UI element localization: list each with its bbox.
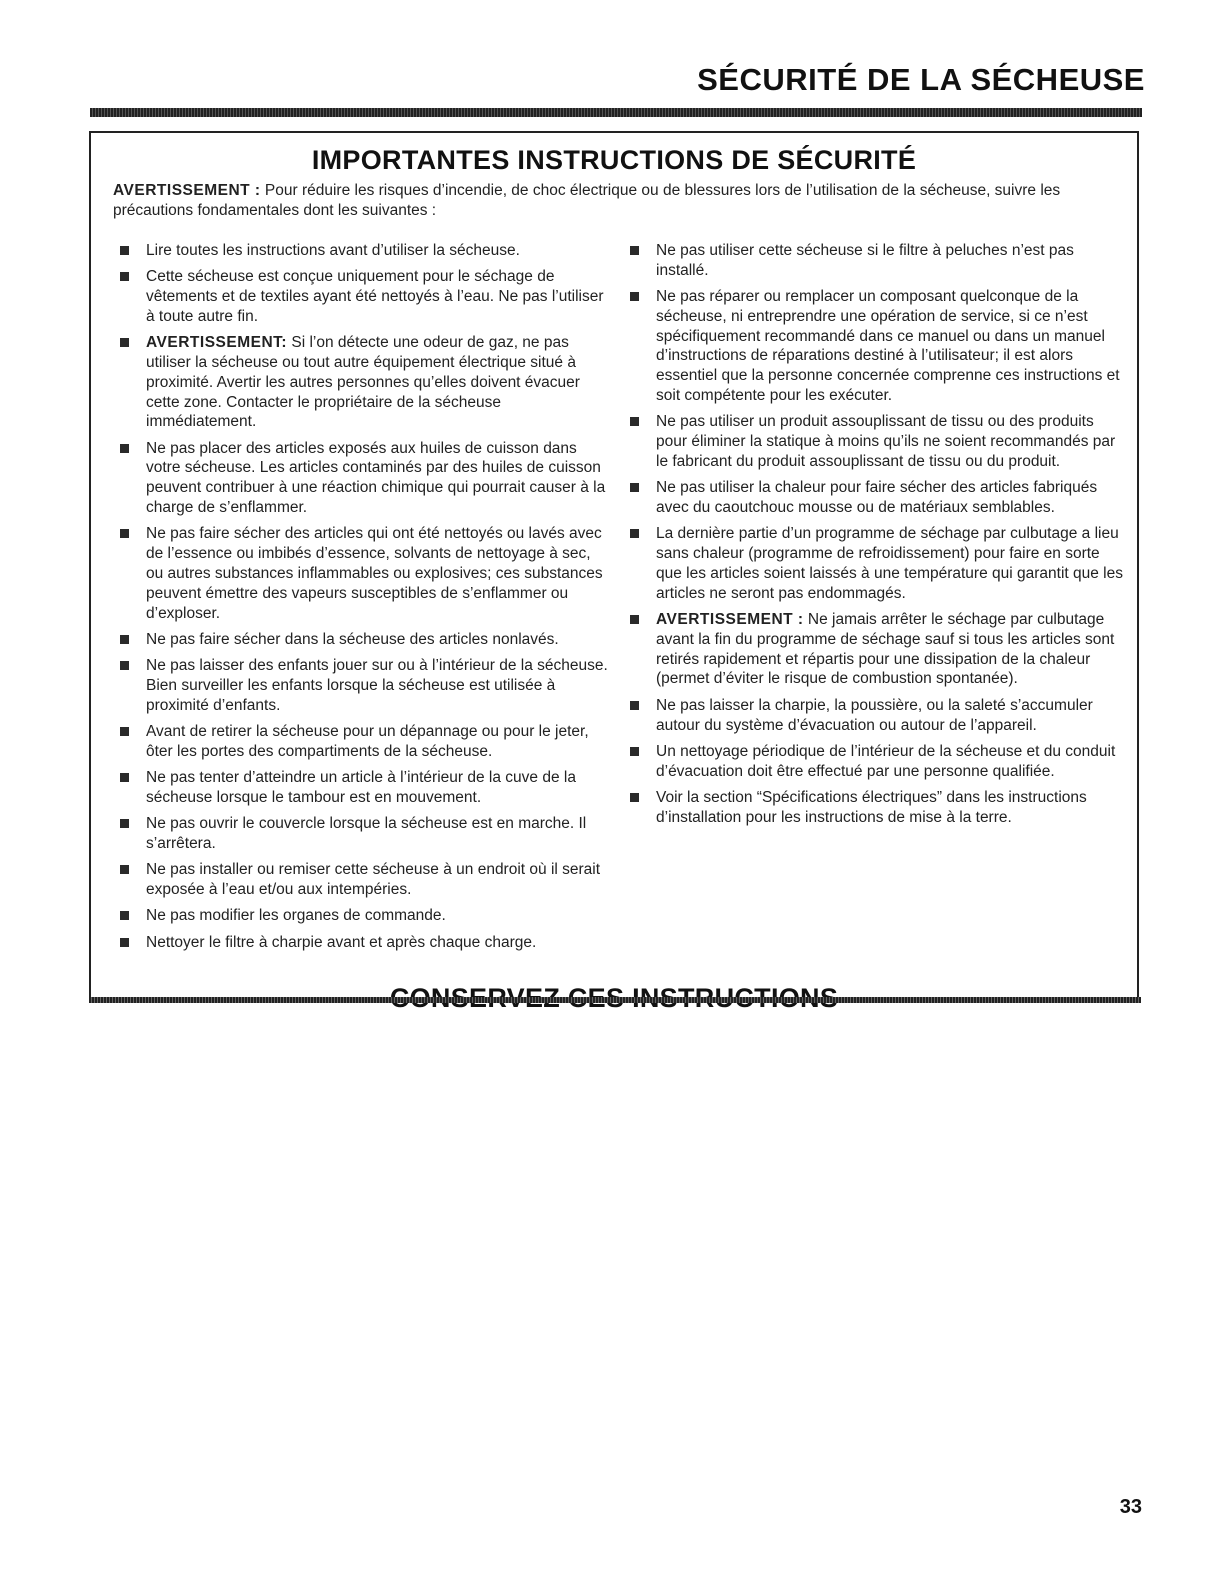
instruction-text: La dernière partie d’un programme de séchage par culbutage a lieu sans chaleur (programme de refroidissement) pour faire en sorte que les articles soient laissés à une température qui garantit que les articles ne seront pas endommagés. [656,525,1123,602]
page-header-title: SÉCURITÉ DE LA SÉCHEUSE [697,62,1145,97]
instruction-text: Ne pas ouvrir le couvercle lorsque la sécheuse est en marche. Il s’arrêtera. [146,815,587,853]
instruction-text: Nettoyer le filtre à charpie avant et après chaque charge. [146,933,537,951]
square-bullet-icon [630,417,639,426]
instruction-text: Lire toutes les instructions avant d’utiliser la sécheuse. [146,242,520,259]
instruction-item [120,656,610,715]
instruction-item [120,722,610,762]
intro-warning-label: AVERTISSEMENT : [113,182,261,199]
page-number: 33 [1119,1496,1142,1518]
left-instruction-list [120,241,610,959]
instruction-item [120,267,610,326]
instruction-item [120,814,610,854]
square-bullet-icon [120,773,129,782]
square-bullet-icon [120,272,129,281]
instruction-text: Ne pas placer des articles exposés aux huiles de cuisson dans votre sécheuse. Les articles contaminés par des huiles de cuisson peuvent contribuer à une réaction chimique qui pourrait causer à la charge de s’enflammer. [146,439,606,517]
header-rule-divider [90,108,1142,117]
instruction-text: Ne pas modifier les organes de commande. [146,907,446,925]
instruction-text: Ne pas installer ou remiser cette sécheuse à un endroit où il serait exposée à l’eau et/ou aux intempéries. [146,861,601,899]
box-title: IMPORTANTES INSTRUCTIONS DE SÉCURITÉ [311,145,917,175]
instruction-text: Ne jamais arrêter le séchage par culbutage avant la fin du programme de séchage sauf si tous les articles sont retirés rapidement et répartis pour une dissipation de la chaleur (permet d’éviter le risque de combustion spontanée). [656,611,1115,688]
square-bullet-icon [630,615,639,624]
instruction-item [120,333,610,432]
square-bullet-icon [120,444,129,453]
intro-paragraph [113,181,1107,221]
instruction-text: Ne pas utiliser un produit assouplissant de tissu ou des produits pour éliminer la statique à moins qu’ils ne soient recommandés par le fabricant du produit assouplissant de tissu ou du produit. [656,413,1116,470]
square-bullet-icon [120,727,129,736]
square-bullet-icon [120,338,129,347]
instruction-item [630,742,1125,782]
square-bullet-icon [630,529,639,538]
square-bullet-icon [120,819,129,828]
square-bullet-icon [630,292,639,301]
square-bullet-icon [120,246,129,255]
instruction-text: Si l’on détecte une odeur de gaz, ne pas utiliser la sécheuse ou tout autre équipement électrique situé à proximité. Avertir les autres personnes qu’elles doivent évacuer cette zone. Contacter le propriétaire de la sécheuse immédiatement. [146,334,580,431]
instruction-text: Voir la section “Spécifications électriques” dans les instructions d’installation pour les instructions de mise à la terre. [656,788,1087,826]
square-bullet-icon [630,701,639,710]
instruction-text: Ne pas utiliser la chaleur pour faire sécher des articles fabriqués avec du caoutchouc mousse ou de matériaux semblables. [656,479,1098,517]
warning-label: AVERTISSEMENT: [146,334,288,352]
intro-text: Pour réduire les risques d’incendie, de choc électrique ou de blessures lors de l’utilisation de la sécheuse, suivre les précautions fondamentales dont les suivantes : [113,182,1061,219]
square-bullet-icon [120,938,129,947]
instruction-item [120,524,610,623]
instruction-text: Ne pas faire sécher dans la sécheuse des articles nonlavés. [146,630,559,648]
warning-label: AVERTISSEMENT : [656,611,804,629]
instruction-text: Avant de retirer la sécheuse pour un dépannage ou pour le jeter, ôter les portes des compartiments de la sécheuse. [146,723,589,760]
instruction-item [120,241,610,261]
instruction-text: Ne pas tenter d’atteindre un article à l’intérieur de la cuve de la sécheuse lorsque le tambour est en mouvement. [146,769,576,806]
instruction-item [630,524,1125,603]
square-bullet-icon [630,747,639,756]
instruction-item [630,287,1125,406]
instruction-item [630,696,1125,736]
instruction-item [630,610,1125,689]
box-bottom-rule [89,997,1141,1003]
instruction-text: Cette sécheuse est conçue uniquement pour le séchage de vêtements et de textiles ayant été nettoyés à l’eau. Ne pas l’utiliser à toute autre fin. [146,268,604,325]
instruction-item [120,439,610,518]
instruction-text: Un nettoyage périodique de l’intérieur de la sécheuse et du conduit d’évacuation doit être effectué par une personne qualifiée. [656,742,1116,780]
instruction-text: Ne pas laisser la charpie, la poussière, ou la saleté s’accumuler autour du système d’évacuation ou autour de l’appareil. [656,696,1093,734]
instruction-item [630,788,1125,828]
instruction-item [120,860,610,900]
instruction-item [120,630,610,650]
instruction-item [120,906,610,926]
instruction-item [630,478,1125,518]
instruction-text: Ne pas faire sécher des articles qui ont été nettoyés ou lavés avec de l’essence ou imbibés d’essence, solvants de nettoyage à sec, ou autres substances inflammables ou explosives; ces substances peuvent émettre des vapeurs susceptibles de s’enflammer ou d’exploser. [146,525,603,622]
square-bullet-icon [120,911,129,920]
instruction-text: Ne pas utiliser cette sécheuse si le filtre à peluches n’est pas installé. [656,242,1074,279]
instruction-item [120,933,610,953]
square-bullet-icon [630,793,639,802]
square-bullet-icon [630,246,639,255]
instruction-text: Ne pas laisser des enfants jouer sur ou à l’intérieur de la sécheuse. Bien surveiller les enfants lorsque la sécheuse est utilisée à proximité d’enfants. [146,657,608,714]
square-bullet-icon [630,483,639,492]
square-bullet-icon [120,865,129,874]
right-instruction-list [630,241,1125,834]
instruction-item [630,241,1125,281]
instruction-item [120,768,610,808]
square-bullet-icon [120,529,129,538]
instruction-text: Ne pas réparer ou remplacer un composant quelconque de la sécheuse, ni entreprendre une opération de service, si ce n’est spécifiquement recommandé dans ce manuel ou dans un manuel d’instructions de réparations destiné à l’utilisateur; il est alors essentiel que la personne concernée comprenne ces instructions et soit compétente pour les exécuter. [656,288,1120,405]
square-bullet-icon [120,661,129,670]
square-bullet-icon [120,635,129,644]
instruction-item [630,412,1125,471]
safety-instructions-box [89,131,1139,999]
